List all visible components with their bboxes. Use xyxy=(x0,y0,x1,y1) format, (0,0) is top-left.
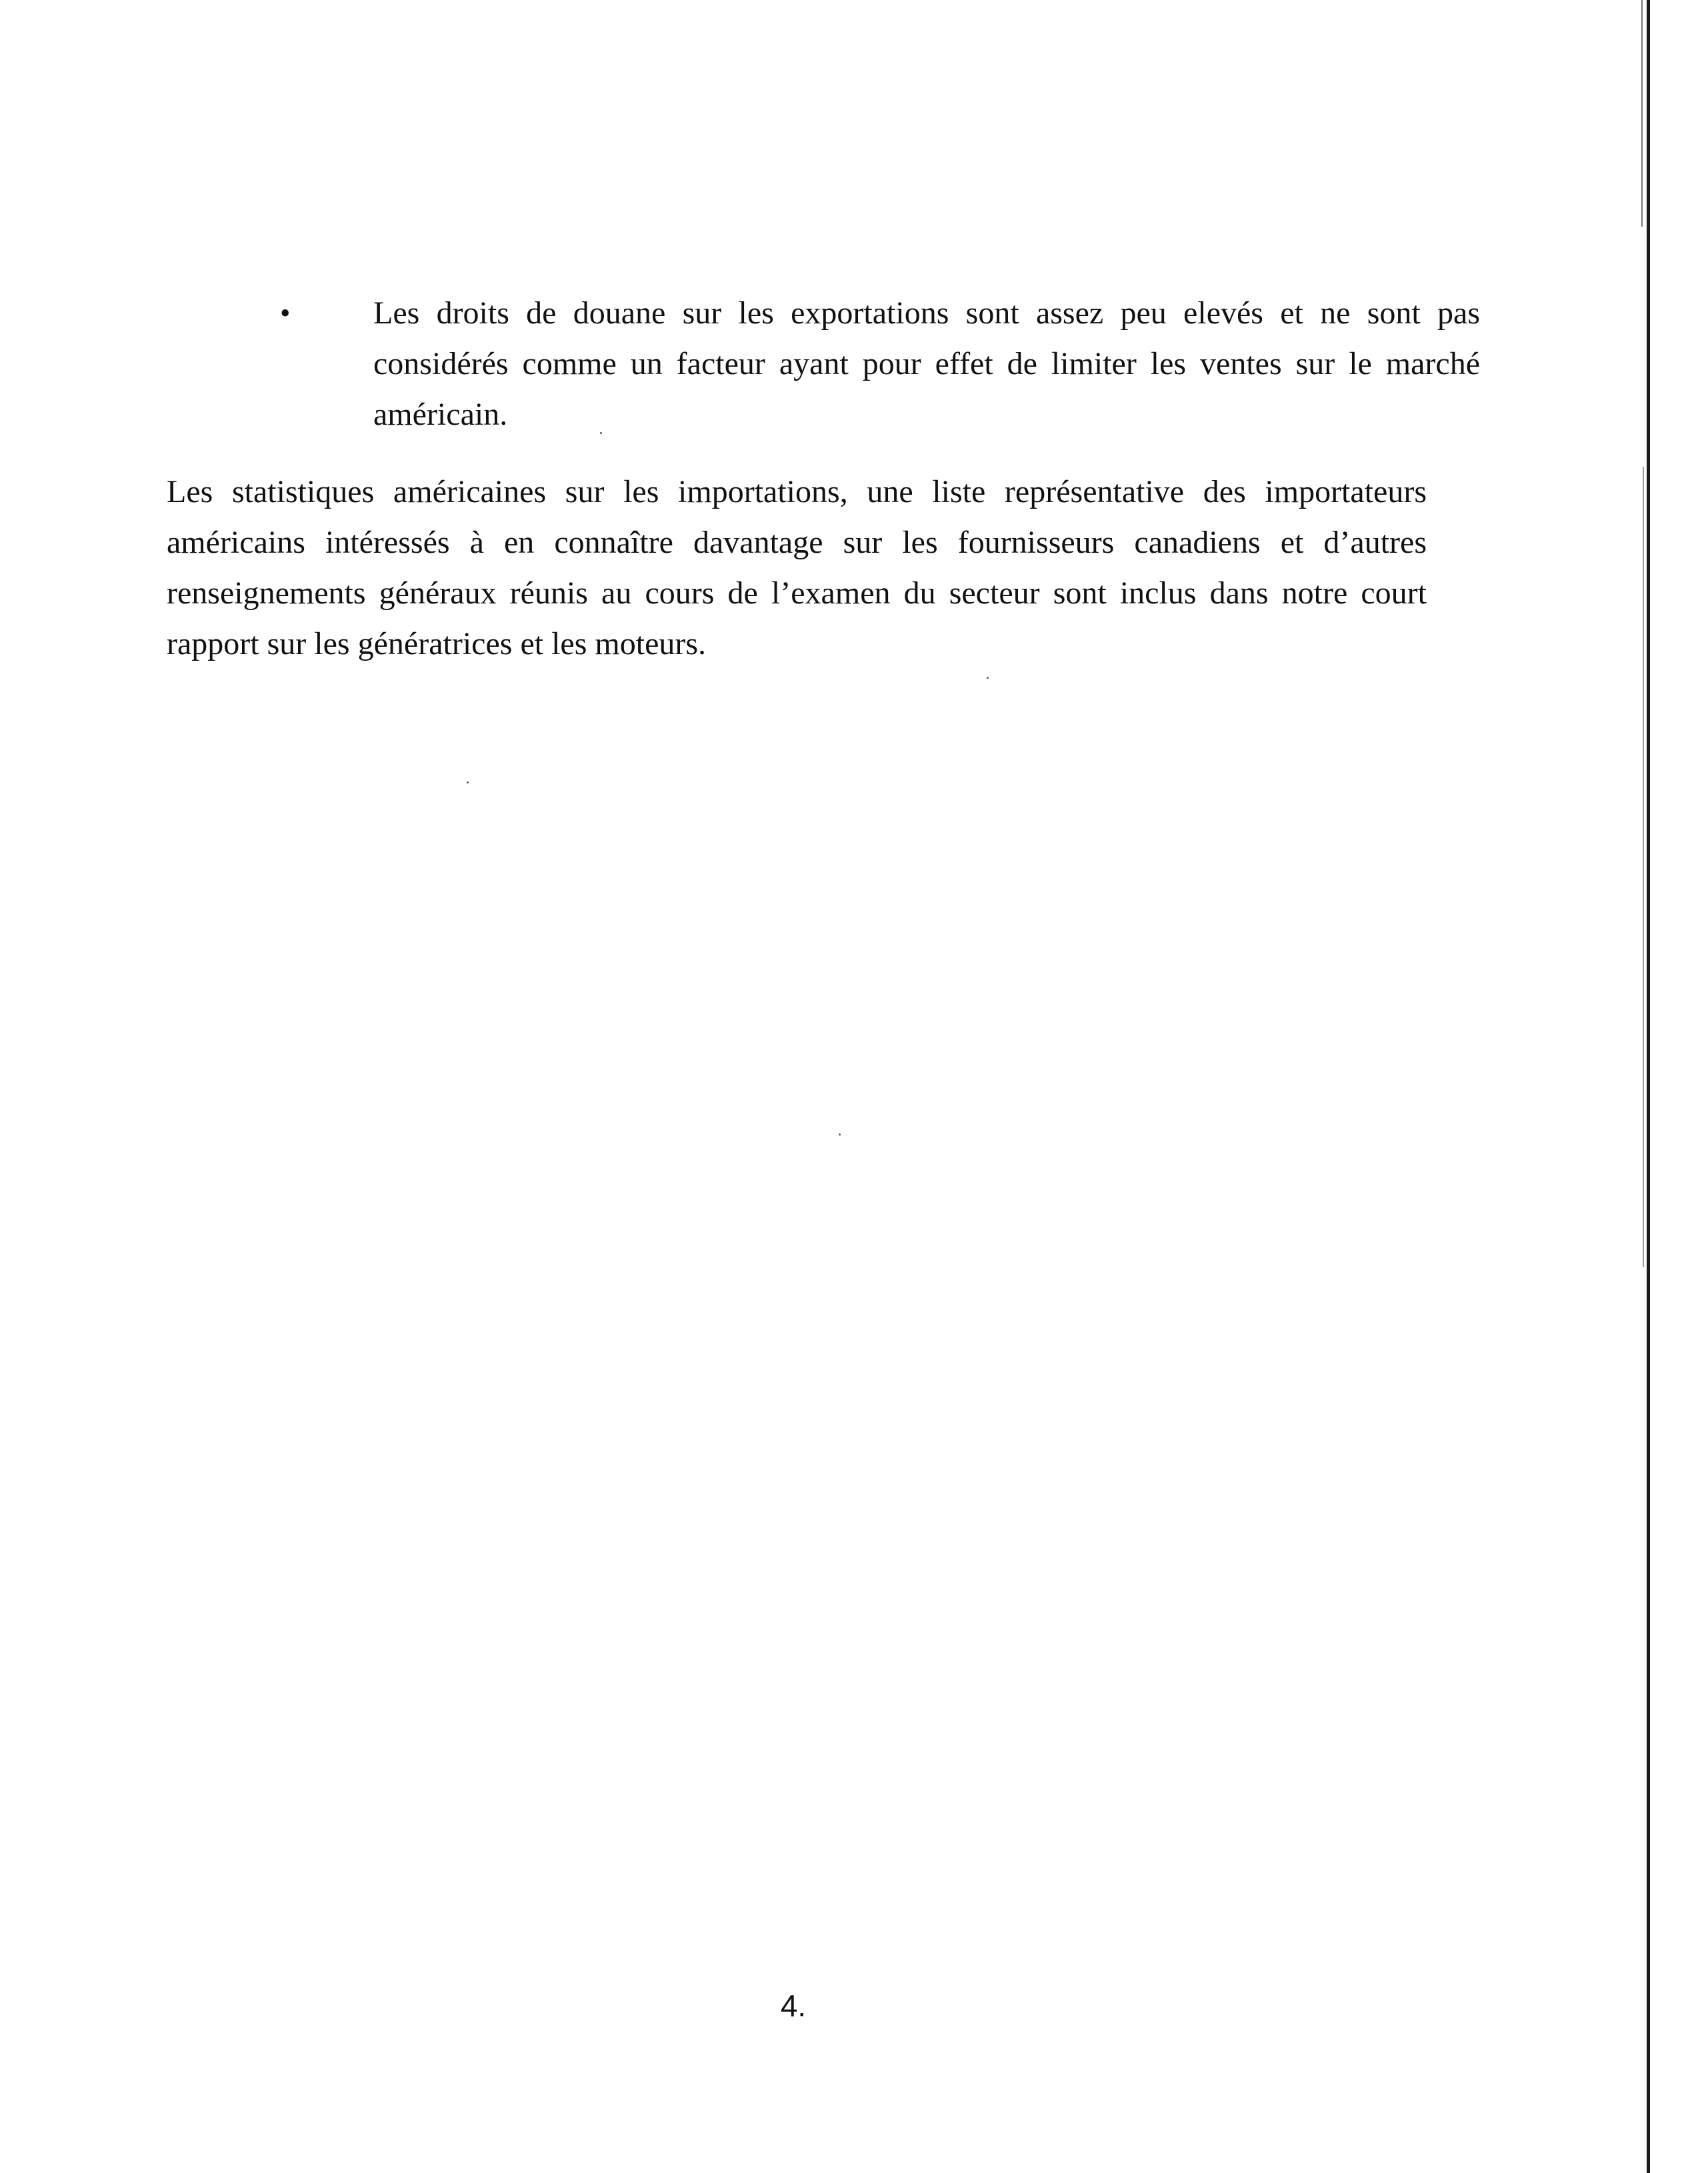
scan-edge-line xyxy=(1647,0,1650,2173)
bullet-text: Les droits de douane sur les exportations sont assez peu elevés et ne sont pas considérés comme un facteur ayant pour effet de limiter les ventes sur le marché américain. xyxy=(373,295,1480,432)
scan-speck xyxy=(839,1134,841,1136)
scan-speck xyxy=(467,781,469,783)
scan-edge-line-thin xyxy=(1641,0,1643,227)
page-number: 4. xyxy=(780,1988,807,2023)
scan-speck xyxy=(987,677,989,679)
body-paragraph: Les statistiques américaines sur les importations, une liste représentative des importateurs américains intéressés à en connaître davantage sur les fournisseurs canadiens et d’autres renseignements généraux réunis au cours de l’examen du secteur sont inclus dans notre court rapport sur les génératrices et les moteurs. xyxy=(167,474,1427,661)
bullet-marker: • xyxy=(280,297,291,329)
scan-speck xyxy=(600,432,602,434)
scan-edge-line-thin-lower xyxy=(1643,467,1644,1267)
